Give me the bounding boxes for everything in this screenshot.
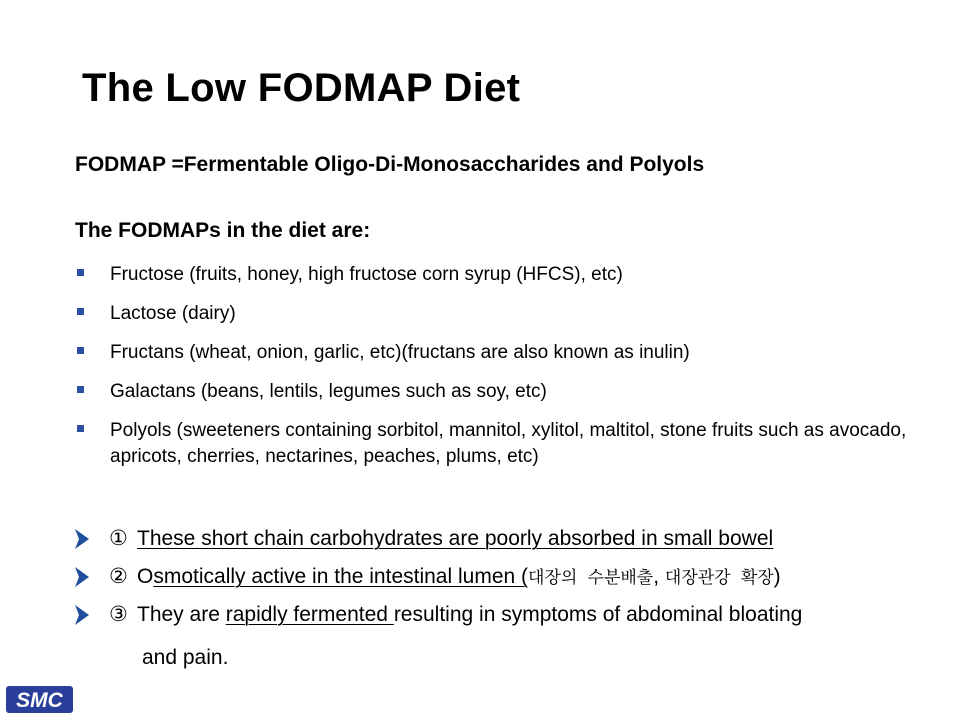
smc-logo [6,686,73,713]
list-item [75,418,935,470]
list-item-text: Lactose (dairy) [110,303,236,324]
list-item-text: Polyols (sweeteners containing sorbitol, mannitol, xylitol, maltitol, stone fruits such as avocado, apricots, cherries, nectarines, peaches, plums, etc) [110,420,907,467]
logo-text: SMC [16,689,63,712]
point-text-underlined: smotically active in the intestinal lumen ( [153,565,529,588]
point-number: ② [109,565,128,588]
point-text-before: They are [137,603,226,626]
slide-title: The Low FODMAP Diet [82,66,521,110]
point-text-lead: O [137,565,154,588]
key-point-3 [75,602,945,640]
list-item [75,301,935,327]
list-item [75,379,935,405]
point-3-continuation: and pain. [142,646,229,669]
fodmap-definition: FODMAP =Fermentable Oligo-Di-Monosaccharides and Polyols [75,153,705,176]
korean-annotation-1: 대장의 수분배출 [528,568,654,588]
list-item [75,262,935,288]
square-bullet-icon [77,269,84,276]
fodmap-bullet-list [75,262,935,483]
point-text-close: ) [773,565,781,588]
arrow-bullet-icon [75,605,89,625]
point-text-comma: , [653,565,665,588]
list-item-text: Fructose (fruits, honey, high fructose corn syrup (HFCS), etc) [110,264,623,285]
point-number: ③ [109,603,128,626]
korean-annotation-2: 대장관강 확장 [664,568,774,588]
point-text: These short chain carbohydrates are poorly absorbed in small bowel [137,527,774,550]
arrow-bullet-icon [75,567,89,587]
list-item [75,340,935,366]
square-bullet-icon [77,386,84,393]
point-text [137,564,781,591]
square-bullet-icon [77,425,84,432]
list-item-text: Galactans (beans, lentils, legumes such as soy, etc) [110,381,547,402]
point-number: ① [109,527,128,550]
fodmap-list-heading: The FODMAPs in the diet are: [75,219,371,242]
list-item-text: Fructans (wheat, onion, garlic, etc)(fructans are also known as inulin) [110,342,690,363]
point-text-underlined: rapidly fermented [225,603,394,626]
key-point-2 [75,564,945,602]
point-text [137,602,802,628]
square-bullet-icon [77,308,84,315]
arrow-bullet-icon [75,529,89,549]
point-text-after: resulting in symptoms of abdominal bloating [393,603,803,626]
key-point-1 [75,526,945,564]
key-points-list [75,526,945,640]
square-bullet-icon [77,347,84,354]
